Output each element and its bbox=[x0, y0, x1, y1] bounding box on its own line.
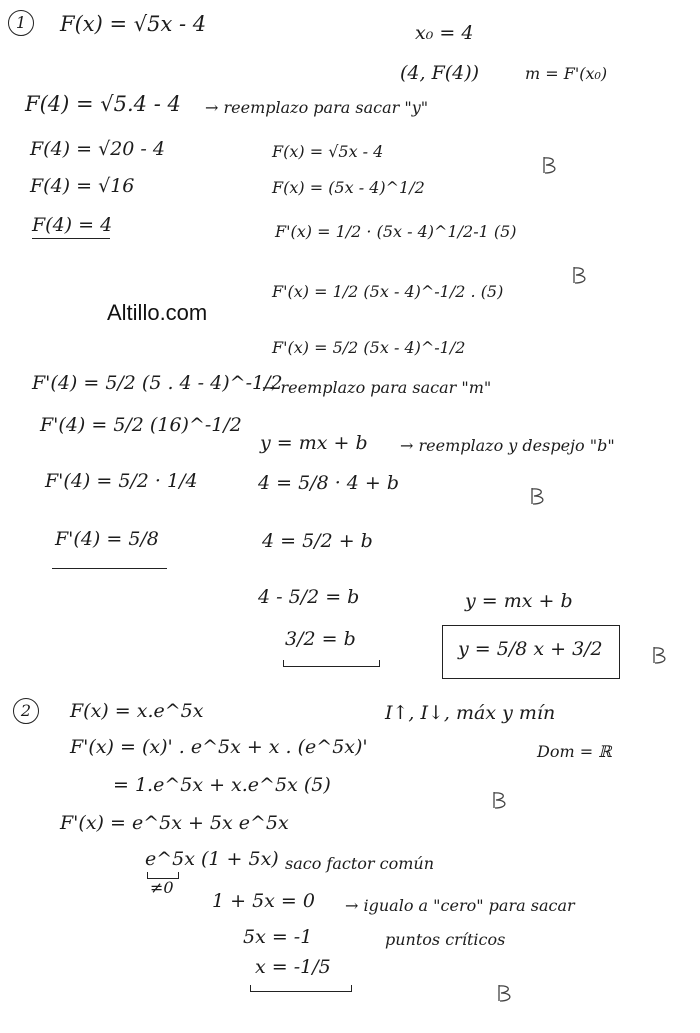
step-4: F(4) = 4 bbox=[32, 214, 113, 236]
teacher-check-mark-icon bbox=[495, 983, 523, 1005]
p2-step-5-note: → igualo a "cero" para sacar bbox=[345, 896, 575, 915]
teacher-check-mark-icon bbox=[490, 790, 518, 812]
x0-value: x₀ = 4 bbox=[415, 22, 474, 44]
problem-2-function: F(x) = x.e^5x bbox=[70, 700, 204, 722]
slope-step-4: F'(4) = 5/8 bbox=[55, 528, 159, 550]
line-step-5: 3/2 = b bbox=[285, 628, 356, 650]
p2-step-2: = 1.e^5x + x.e^5x (5) bbox=[113, 774, 331, 796]
step-2: F(4) = √20 - 4 bbox=[30, 138, 165, 160]
line-step-2: 4 = 5/8 · 4 + b bbox=[258, 472, 400, 494]
critical-point-bracket bbox=[250, 985, 352, 992]
problem-2-number: 2 bbox=[13, 698, 39, 724]
slope-definition: m = F'(x₀) bbox=[525, 64, 608, 83]
slope-underline bbox=[52, 568, 167, 569]
derivative-step-1: F(x) = √5x - 4 bbox=[272, 142, 384, 161]
derivative-step-3: F'(x) = 1/2 · (5x - 4)^1/2-1 (5) bbox=[275, 222, 517, 241]
p2-step-6: 5x = -1 bbox=[243, 926, 313, 948]
p2-step-1: F'(x) = (x)' . e^5x + x . (e^5x)' bbox=[70, 736, 368, 758]
slope-step-1: F'(4) = 5/2 (5 . 4 - 4)^-1/2 bbox=[32, 372, 283, 394]
slope-step-3: F'(4) = 5/2 · 1/4 bbox=[45, 470, 198, 492]
problem-2-goal: I↑, I↓, máx y mín bbox=[385, 702, 556, 724]
point-notation: (4, F(4)) bbox=[400, 62, 480, 84]
teacher-check-mark-icon bbox=[650, 645, 678, 667]
step-4-underline bbox=[32, 238, 110, 239]
problem-1-function: F(x) = √5x - 4 bbox=[60, 12, 207, 36]
watermark: Altillo.com bbox=[107, 300, 208, 325]
line-step-1-note: → reemplazo y despejo "b" bbox=[400, 436, 615, 455]
p2-step-5-note-2: puntos críticos bbox=[385, 930, 506, 949]
teacher-check-mark-icon bbox=[570, 265, 598, 287]
line-step-1: y = mx + b bbox=[260, 432, 368, 454]
slope-step-1-note: → reemplazo para sacar "m" bbox=[262, 378, 492, 397]
p2-step-3: F'(x) = e^5x + 5x e^5x bbox=[60, 812, 289, 834]
teacher-check-mark-icon bbox=[540, 155, 568, 177]
p2-step-4-note: saco factor común bbox=[285, 854, 435, 873]
p2-step-7: x = -1/5 bbox=[255, 956, 331, 978]
slope-step-2: F'(4) = 5/2 (16)^-1/2 bbox=[40, 414, 242, 436]
final-equation: y = 5/8 x + 3/2 bbox=[458, 638, 603, 660]
derivative-step-5: F'(x) = 5/2 (5x - 4)^-1/2 bbox=[272, 338, 466, 357]
line-step-4: 4 - 5/2 = b bbox=[258, 586, 360, 608]
b-bracket bbox=[283, 660, 380, 667]
equation-label: y = mx + b bbox=[465, 590, 573, 612]
p2-step-5: 1 + 5x = 0 bbox=[212, 890, 315, 912]
p2-step-4: e^5x (1 + 5x) bbox=[145, 848, 279, 870]
derivative-step-2: F(x) = (5x - 4)^1/2 bbox=[272, 178, 425, 197]
line-step-3: 4 = 5/2 + b bbox=[262, 530, 373, 552]
teacher-check-mark-icon bbox=[528, 486, 556, 508]
step-3: F(4) = √16 bbox=[30, 175, 135, 197]
p2-step-4-under: ≠0 bbox=[150, 878, 174, 897]
problem-1-number: 1 bbox=[8, 10, 34, 36]
step-1: F(4) = √5.4 - 4 bbox=[25, 92, 181, 116]
derivative-step-4: F'(x) = 1/2 (5x - 4)^-1/2 . (5) bbox=[272, 282, 504, 301]
domain: Dom = ℝ bbox=[537, 742, 612, 761]
step-1-note: → reemplazo para sacar "y" bbox=[205, 98, 429, 117]
